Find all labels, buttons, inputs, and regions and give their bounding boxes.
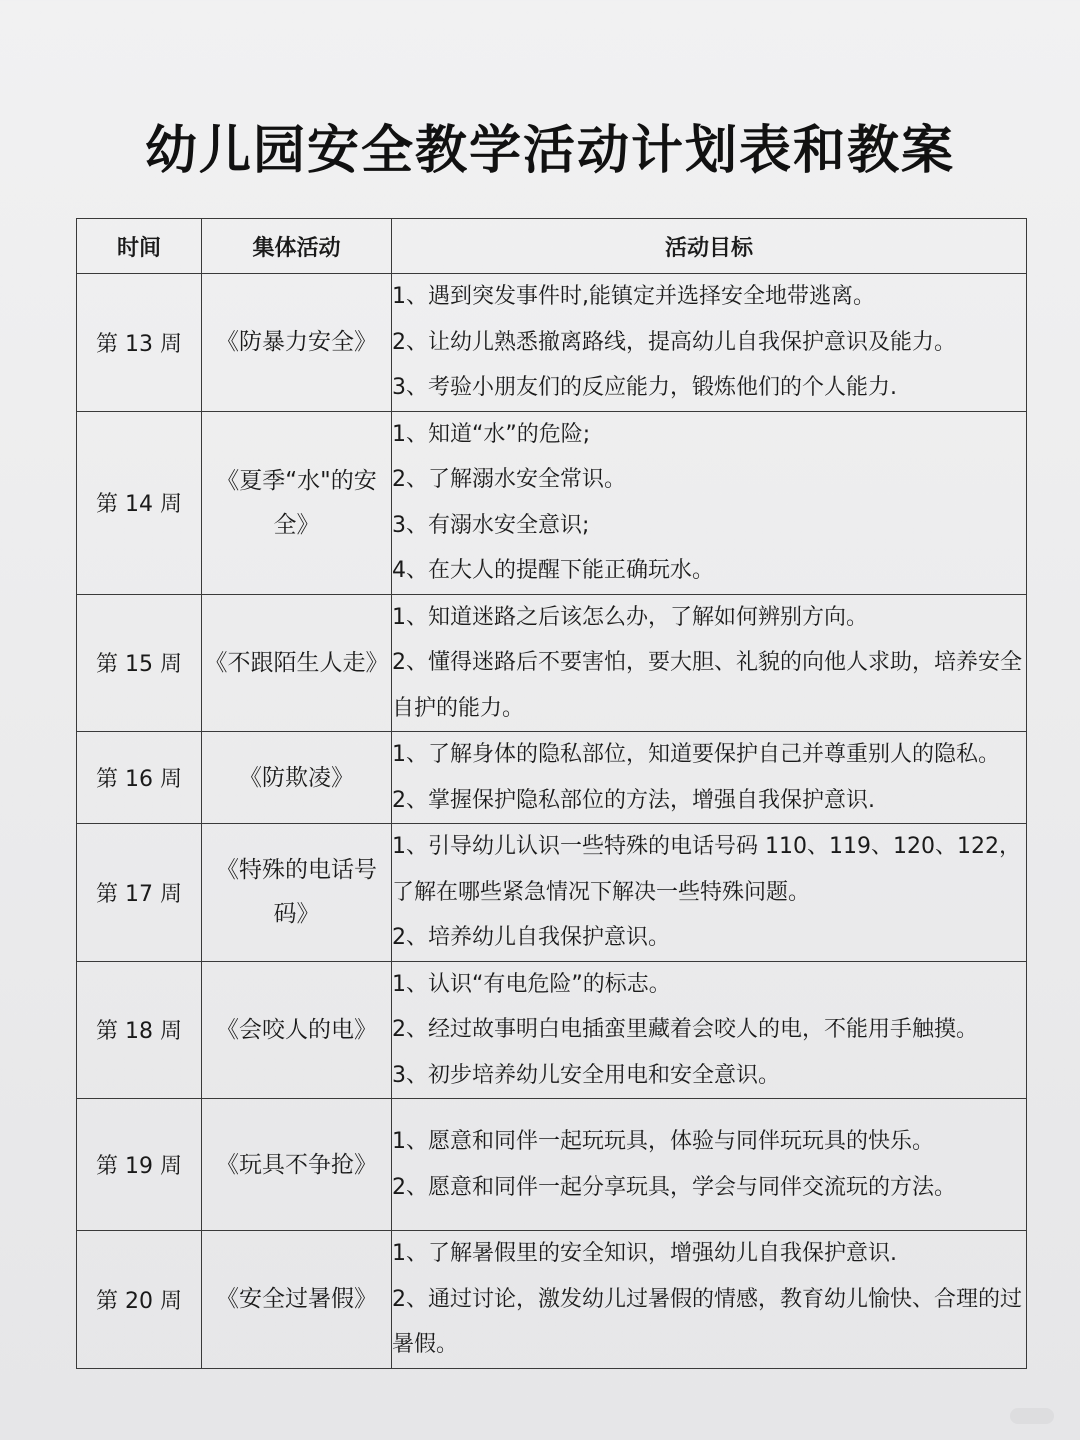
- goal-item: 1、认识“有电危险”的标志。: [392, 971, 671, 997]
- week-cell: 第 16 周: [77, 732, 202, 824]
- goal-item: 2、了解溺水安全常识。: [392, 467, 626, 492]
- activity-cell: 《不跟陌生人走》: [202, 594, 392, 732]
- goal-item: 2、懂得迷路后不要害怕，要大胆、礼貌的向他人求助，培养安全自护的能力。: [392, 650, 1022, 721]
- table-row: [77, 274, 1027, 412]
- header-goals: 活动目标: [392, 219, 1027, 274]
- goal-item: 2、经过故事明白电插蛮里藏着会咬人的电，不能用手触摸。: [392, 1017, 978, 1042]
- table-row: [77, 1099, 1027, 1231]
- goal-item: 3、初步培养幼儿安全用电和安全意识。: [392, 1062, 780, 1088]
- page-title: 幼儿园安全教学活动计划表和教案: [144, 121, 955, 181]
- goals-cell: [392, 824, 1027, 962]
- week-cell: 第 14 周: [77, 411, 202, 594]
- goal-item: 2、让幼儿熟悉撤离路线，提高幼儿自我保护意识及能力。: [392, 329, 956, 355]
- goal-item: 1、知道迷路之后该怎么办，了解如何辨别方向。: [392, 604, 868, 630]
- goal-item: 1、愿意和同伴一起玩玩具，体验与同伴玩玩具的快乐。: [392, 1129, 934, 1154]
- table-row: [77, 411, 1027, 594]
- table-row: [77, 1231, 1027, 1369]
- goals-cell: [392, 411, 1027, 594]
- goals-cell: [392, 961, 1027, 1099]
- week-cell: 第 19 周: [77, 1099, 202, 1231]
- week-cell: 第 17 周: [77, 824, 202, 962]
- week-cell: 第 15 周: [77, 594, 202, 732]
- goal-item: 2、掌握保护隐私部位的方法，增强自我保护意识.: [392, 787, 875, 813]
- watermark-mark: [1010, 1408, 1054, 1424]
- header-time: 时间: [77, 219, 202, 274]
- goals-cell: [392, 1099, 1027, 1231]
- table-header-row: [77, 219, 1027, 274]
- activity-cell: 《安全过暑假》: [202, 1231, 392, 1369]
- activity-cell: 《防欺凌》: [202, 732, 392, 824]
- week-cell: 第 20 周: [77, 1231, 202, 1369]
- goals-cell: [392, 594, 1027, 732]
- goal-item: 4、在大人的提醒下能正确玩水。: [392, 558, 714, 583]
- goals-cell: [392, 1231, 1027, 1369]
- goal-item: 2、通过讨论，激发幼儿过暑假的情感，教育幼儿愉快、合理的过暑假。: [392, 1286, 1022, 1357]
- table-row: [77, 732, 1027, 824]
- goals-cell: [392, 732, 1027, 824]
- activity-cell: 《会咬人的电》: [202, 961, 392, 1099]
- week-cell: 第 18 周: [77, 961, 202, 1099]
- activity-cell: 《特殊的电话号码》: [202, 824, 392, 962]
- goal-item: 1、了解身体的隐私部位，知道要保护自己并尊重别人的隐私。: [392, 742, 1000, 767]
- activity-plan-table: [76, 218, 1027, 1369]
- goal-item: 2、培养幼儿自我保护意识。: [392, 925, 670, 950]
- week-cell: 第 13 周: [77, 274, 202, 412]
- activity-cell: 《玩具不争抢》: [202, 1099, 392, 1231]
- goal-item: 1、知道“水”的危险;: [392, 421, 591, 447]
- goal-item: 1、遇到突发事件时,能镇定并选择安全地带逃离。: [392, 284, 875, 309]
- goals-cell: [392, 274, 1027, 412]
- goal-item: 3、考验小朋友们的反应能力，锻炼他们的个人能力.: [392, 375, 897, 400]
- goal-item: 1、引导幼儿认识一些特殊的电话号码 110、119、120、122，了解在哪些紧急情况下解决一些特殊问题。: [392, 834, 1021, 905]
- activity-cell: 《防暴力安全》: [202, 274, 392, 412]
- goal-item: 2、愿意和同伴一起分享玩具，学会与同伴交流玩的方法。: [392, 1174, 956, 1200]
- header-activity: 集体活动: [202, 219, 392, 274]
- goal-item: 1、了解暑假里的安全知识，增强幼儿自我保护意识.: [392, 1241, 897, 1266]
- goal-item: 3、有溺水安全意识;: [392, 512, 590, 538]
- table-row: [77, 824, 1027, 962]
- table-row: [77, 594, 1027, 732]
- activity-cell: 《夏季“水"的安全》: [202, 411, 392, 594]
- table-row: [77, 961, 1027, 1099]
